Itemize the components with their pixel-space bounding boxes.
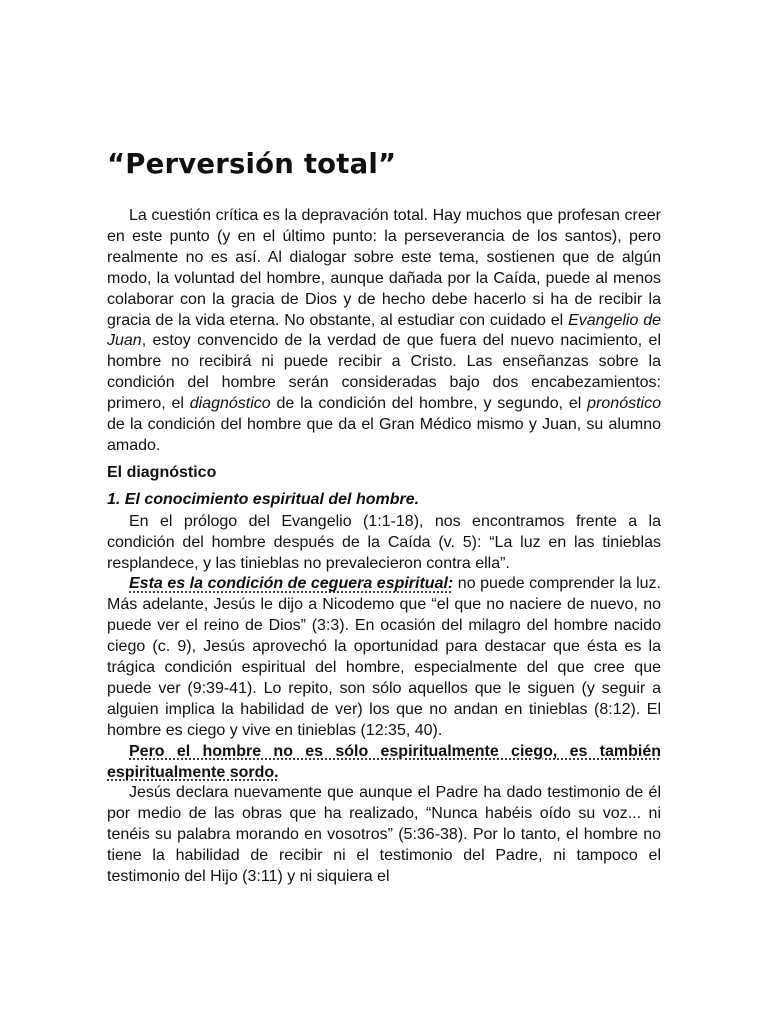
paragraph-deafness <box>107 742 661 784</box>
section-heading-diagnosis: El diagnóstico <box>107 463 217 481</box>
paragraph-blindness <box>107 574 661 741</box>
deafness-statement: Pero el hombre no es sólo espiritualmente ciego, es también espiritualmente sordo. <box>107 742 661 781</box>
intro-emphasis-prognosis: pronóstico <box>587 395 661 413</box>
intro-paragraph <box>107 206 661 457</box>
blindness-text: no puede comprender la luz. Más adelante, Jesús le dijo a Nicodemo que “el que no naciere de nuevo, no puede ver el reino de Dios” (3:3). En ocasión del milagro del hombre nacido ciego (c. 9), Jesús aprovechó la oportunidad para destacar que ésta es la trágica condición espiritual del hombre, especialmente del que cree que puede ver (9:39-41). Lo repito, son sólo aquellos que le siguen (y seguir a alguien implica la habilidad de ver) los que no andan en tinieblas (8:12). El hombre es ciego y vive en tinieblas (12:35, 40). <box>107 575 661 739</box>
document-page <box>107 146 661 888</box>
paragraph-prologue: En el prólogo del Evangelio (1:1-18), nos encontramos frente a la condición del hombre después de la Caída (v. 5): “La luz en las tinieblas resplandece, y las tinieblas no prevalecieron contra ella”. <box>107 512 661 572</box>
blindness-lead: Esta es la condición de ceguera espiritual: <box>129 575 454 593</box>
intro-text-3: de la condición del hombre, y segundo, el <box>270 395 588 413</box>
document-title: “Perversión total” <box>107 148 397 180</box>
intro-text-2: , estoy convencido de la verdad de que fuera del nuevo nacimiento, el hombre no recibirá ni puede recibir a Cristo. Las enseñanzas sobre la condición del hombre serán consideradas bajo dos encabezamientos: primero, el <box>107 332 661 413</box>
intro-text-1: La cuestión crítica es la depravación total. Hay muchos que profesan creer en este punto (y en el último punto: la perseverancia de los santos), pero realmente no es así. Al dialogar sobre este tema, sostienen que de algún modo, la voluntad del hombre, aunque dañada por la Caída, puede al menos colaborar con la gracia de Dios y de hecho debe hacerlo si ha de recibir la gracia de la vida eterna. No obstante, al estudiar con cuidado el <box>107 207 661 329</box>
intro-emphasis-diagnosis: diagnóstico <box>189 395 271 413</box>
paragraph-testimony: Jesús declara nuevamente que aunque el Padre ha dado testimonio de él por medio de las obras que ha realizado, “Nunca habéis oído su voz... ni tenéis su palabra morando en vosotros” (5:36-38). Por lo tanto, el hombre no tiene la habilidad de recibir ni el testimonio del Padre, ni tampoco el testimonio del Hijo (3:11) y ni siquiera el <box>107 784 661 886</box>
intro-text-4: de la condición del hombre que da el Gran Médico mismo y Juan, su alumno amado. <box>107 416 661 454</box>
intro-emphasis-gospel: Evangelio de Juan <box>107 311 661 350</box>
subsection-heading-spiritual-knowledge: 1. El conocimiento espiritual del hombre. <box>107 490 420 508</box>
